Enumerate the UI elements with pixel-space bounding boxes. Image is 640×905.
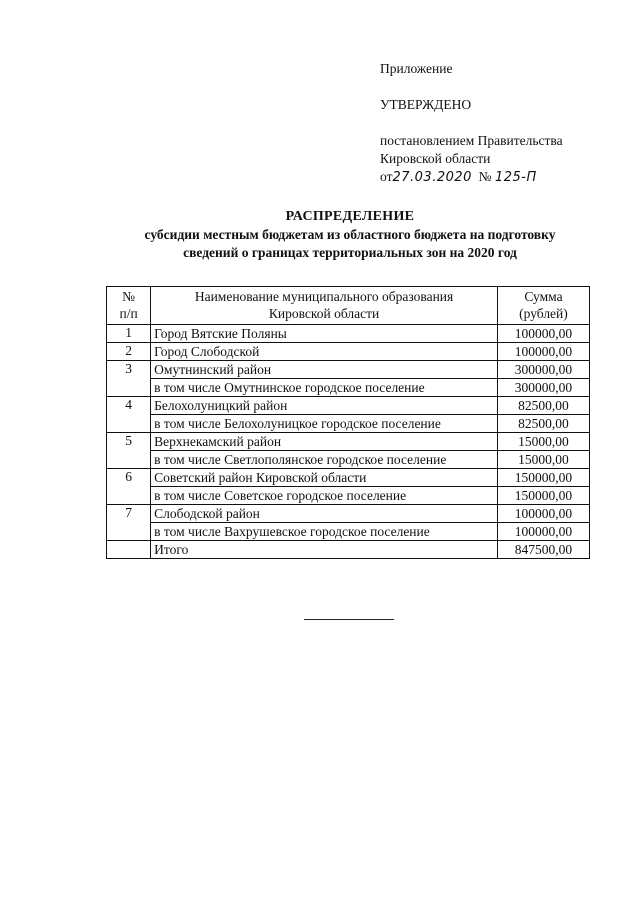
municipality-name: Город Слободской (151, 343, 498, 361)
row-number: 7 (107, 505, 151, 541)
title-subtitle-line1: субсидии местным бюджетам из областного бюджета на подготовку (144, 227, 556, 242)
table-row (107, 361, 590, 379)
table-row (107, 523, 590, 541)
table-row (107, 325, 590, 343)
total-label: Итого (151, 541, 498, 559)
table-row (107, 451, 590, 469)
date-prefix: от (380, 169, 393, 184)
total-number-cell (107, 541, 151, 559)
municipality-name: Слободской район (151, 505, 498, 523)
table-row (107, 343, 590, 361)
approval-block (380, 60, 610, 187)
header-name: Наименование муниципального образования Кировской области (151, 287, 498, 325)
row-number: 6 (107, 469, 151, 505)
table-row (107, 505, 590, 523)
end-divider-line (304, 619, 394, 620)
table-total-row (107, 541, 590, 559)
number-prefix: № (478, 169, 492, 184)
header-sum: Сумма (рублей) (497, 287, 589, 325)
subsidy-sum: 15000,00 (497, 451, 589, 469)
municipality-name: в том числе Советское городское поселение (151, 487, 498, 505)
municipality-name: Советский район Кировской области (151, 469, 498, 487)
row-number: 5 (107, 433, 151, 469)
row-number: 3 (107, 361, 151, 397)
document-title (100, 208, 600, 261)
table-row (107, 379, 590, 397)
table-row (107, 487, 590, 505)
subsidy-sum: 150000,00 (497, 487, 589, 505)
approved-label: УТВЕРЖДЕНО (380, 97, 472, 112)
municipality-name: в том числе Омутнинское городское поселение (151, 379, 498, 397)
subsidy-sum: 100000,00 (497, 343, 589, 361)
handwritten-date: 27.03.2020 (392, 170, 472, 185)
municipality-name: Город Вятские Поляны (151, 325, 498, 343)
subsidy-sum: 100000,00 (497, 523, 589, 541)
municipality-name: в том числе Белохолуницкое городское поселение (151, 415, 498, 433)
subsidy-sum: 300000,00 (497, 361, 589, 379)
subsidy-sum: 82500,00 (497, 397, 589, 415)
municipality-name: Белохолуницкий район (151, 397, 498, 415)
approved-by-line1: постановлением Правительства (380, 133, 563, 148)
table-header-row (107, 287, 590, 325)
approval-date-line (380, 168, 610, 187)
municipality-name: Верхнекамский район (151, 433, 498, 451)
municipality-name: в том числе Вахрушевское городское поселение (151, 523, 498, 541)
header-number: № п/п (107, 287, 151, 325)
subsidy-sum: 300000,00 (497, 379, 589, 397)
total-sum: 847500,00 (497, 541, 589, 559)
table-row (107, 433, 590, 451)
subsidy-sum: 100000,00 (497, 325, 589, 343)
subsidy-sum: 15000,00 (497, 433, 589, 451)
subsidy-sum: 82500,00 (497, 415, 589, 433)
title-heading: РАСПРЕДЕЛЕНИЕ (285, 209, 415, 224)
table-row (107, 397, 590, 415)
appendix-label: Приложение (380, 61, 453, 76)
distribution-table (106, 286, 590, 559)
subsidy-sum: 100000,00 (497, 505, 589, 523)
row-number: 2 (107, 343, 151, 361)
title-subtitle-line2: сведений о границах территориальных зон на 2020 год (183, 244, 517, 260)
row-number: 4 (107, 397, 151, 433)
table-row (107, 469, 590, 487)
row-number: 1 (107, 325, 151, 343)
subsidy-sum: 150000,00 (497, 469, 589, 487)
table-row (107, 415, 590, 433)
handwritten-number: 125-П (494, 170, 537, 185)
municipality-name: в том числе Светлополянское городское поселение (151, 451, 498, 469)
approved-by-line2: Кировской области (380, 151, 491, 166)
municipality-name: Омутнинский район (151, 361, 498, 379)
